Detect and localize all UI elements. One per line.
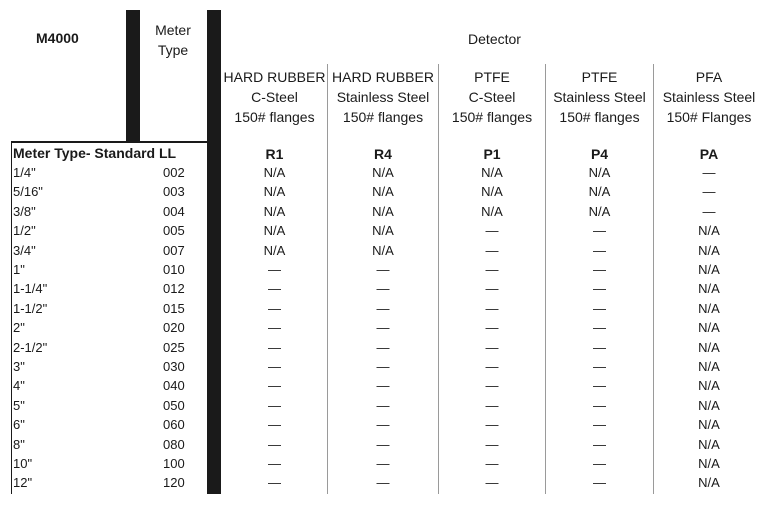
na-cell: N/A xyxy=(372,184,394,200)
dash-cell xyxy=(439,318,545,337)
na-cell: N/A xyxy=(698,475,720,491)
na-cell: N/A xyxy=(588,165,611,180)
meter-code: 005 xyxy=(163,223,185,239)
meter-code: 003 xyxy=(163,184,185,200)
detector-column-header xyxy=(546,67,653,127)
meter-type-header-line2: Type xyxy=(157,42,189,58)
dash-mark: — xyxy=(376,300,390,316)
na-cell: N/A xyxy=(481,184,503,200)
meter-size: 6" xyxy=(13,417,25,433)
dash-mark: — xyxy=(593,242,606,258)
dash-cell xyxy=(439,241,545,260)
dash-cell xyxy=(439,435,545,454)
dash-cell xyxy=(328,454,438,473)
meter-code: 080 xyxy=(163,436,185,452)
row-header-rule xyxy=(11,141,208,143)
dash-mark: — xyxy=(376,339,390,355)
left-border xyxy=(11,141,12,494)
dash-mark: — xyxy=(376,320,390,336)
dash-cell xyxy=(222,338,327,357)
na-cell: N/A xyxy=(372,203,394,219)
dash-mark: — xyxy=(593,359,606,374)
meter-size: 12" xyxy=(13,475,33,491)
meter-size: 5/16" xyxy=(13,184,43,200)
meter-size: 4" xyxy=(13,378,25,394)
dash-cell xyxy=(222,376,327,395)
dash-cell xyxy=(654,202,764,221)
column-header-line3: 150# flanges xyxy=(342,109,424,125)
meter-size: 10" xyxy=(13,456,33,471)
dash-cell xyxy=(222,260,327,279)
left-divider-bar xyxy=(126,10,140,142)
dash-mark: — xyxy=(593,223,606,239)
meter-code: 002 xyxy=(163,165,185,180)
dash-cell xyxy=(328,415,438,434)
dash-cell xyxy=(328,435,438,454)
dash-mark: — xyxy=(268,281,281,297)
dash-cell xyxy=(222,415,327,434)
meter-code: 004 xyxy=(163,203,185,219)
dash-cell xyxy=(546,376,653,395)
detector-code: P4 xyxy=(590,146,609,162)
dash-mark: — xyxy=(485,417,499,433)
dash-cell xyxy=(328,473,438,492)
dash-cell xyxy=(328,260,438,279)
dash-mark: — xyxy=(376,359,390,374)
dash-cell xyxy=(546,260,653,279)
dash-mark: — xyxy=(702,203,716,219)
na-cell: N/A xyxy=(698,242,720,258)
dash-cell xyxy=(222,473,327,492)
meter-code: 050 xyxy=(163,397,185,413)
column-header-line2: Stainless Steel xyxy=(553,89,646,105)
meter-code: 012 xyxy=(163,281,185,297)
na-cell: N/A xyxy=(481,203,503,219)
meter-code: 015 xyxy=(163,300,185,316)
dash-mark: — xyxy=(485,320,499,336)
row-header: Meter Type- Standard LL xyxy=(13,145,177,161)
na-cell: N/A xyxy=(372,242,394,258)
dash-mark: — xyxy=(702,184,716,200)
dash-cell xyxy=(546,299,653,318)
dash-cell xyxy=(222,396,327,415)
dash-mark: — xyxy=(268,475,281,491)
dash-cell xyxy=(328,299,438,318)
dash-cell xyxy=(222,454,327,473)
dash-cell xyxy=(439,473,545,492)
na-cell: N/A xyxy=(698,417,720,433)
dash-cell xyxy=(546,318,653,337)
detector-column-header xyxy=(328,67,438,127)
dash-mark: — xyxy=(485,339,499,355)
dash-mark: — xyxy=(268,436,281,452)
column-header-line1: PTFE xyxy=(474,69,510,85)
dash-mark: — xyxy=(376,417,390,433)
dash-cell xyxy=(439,415,545,434)
right-divider-bar xyxy=(207,10,221,494)
dash-mark: — xyxy=(485,242,499,258)
dash-cell xyxy=(546,338,653,357)
dash-mark: — xyxy=(593,475,606,491)
detector-column-header xyxy=(222,67,327,127)
column-header-line3: 150# flanges xyxy=(559,109,640,125)
na-cell: N/A xyxy=(481,165,503,180)
dash-cell xyxy=(328,279,438,298)
column-header-line1: HARD RUBBER xyxy=(223,69,326,85)
detector-column-header xyxy=(654,67,764,127)
meter-code: 010 xyxy=(163,262,185,277)
column-header-line2: C-Steel xyxy=(468,89,516,105)
dash-mark: — xyxy=(268,339,281,355)
dash-mark: — xyxy=(485,281,499,297)
na-cell: N/A xyxy=(698,339,720,355)
dash-mark: — xyxy=(593,436,606,452)
na-cell: N/A xyxy=(698,281,720,297)
dash-cell xyxy=(328,376,438,395)
meter-code: 020 xyxy=(163,320,185,336)
dash-cell xyxy=(439,454,545,473)
meter-size: 1-1/4" xyxy=(13,281,48,297)
column-header-line3: 150# flanges xyxy=(451,109,533,125)
na-cell: N/A xyxy=(698,378,720,394)
dash-mark: — xyxy=(376,456,390,471)
na-cell: N/A xyxy=(263,223,286,239)
dash-mark: — xyxy=(593,378,606,394)
dash-mark: — xyxy=(485,223,499,239)
meter-size: 2-1/2" xyxy=(13,339,48,355)
dash-cell xyxy=(439,376,545,395)
na-cell: N/A xyxy=(263,242,286,258)
dash-mark: — xyxy=(593,300,606,316)
na-cell: N/A xyxy=(698,300,720,316)
column-header-line1: PFA xyxy=(695,69,723,85)
dash-mark: — xyxy=(593,320,606,336)
column-header-line2: Stainless Steel xyxy=(662,89,756,105)
meter-size: 3/8" xyxy=(13,203,36,219)
dash-cell xyxy=(222,279,327,298)
dash-mark: — xyxy=(268,300,281,316)
detector-column-header xyxy=(439,67,545,127)
na-cell: N/A xyxy=(372,165,394,180)
dash-cell xyxy=(439,338,545,357)
meter-code: 120 xyxy=(163,475,185,491)
dash-mark: — xyxy=(268,320,281,336)
dash-mark: — xyxy=(485,378,499,394)
detector-code: R4 xyxy=(374,146,392,162)
dash-cell xyxy=(546,241,653,260)
meter-code: 060 xyxy=(163,417,185,433)
dash-cell xyxy=(328,396,438,415)
detector-header: Detector xyxy=(468,31,521,47)
meter-size: 8" xyxy=(13,436,25,452)
na-cell: N/A xyxy=(263,203,286,219)
column-header-line1: PTFE xyxy=(581,69,618,85)
dash-cell xyxy=(222,435,327,454)
meter-code: 100 xyxy=(163,456,185,471)
column-header-line2: C-Steel xyxy=(251,89,298,105)
dash-mark: — xyxy=(268,417,281,433)
dash-mark: — xyxy=(376,281,390,297)
dash-mark: — xyxy=(485,456,499,471)
dash-cell xyxy=(328,357,438,376)
dash-mark: — xyxy=(268,359,281,374)
table-title: M4000 xyxy=(36,30,79,46)
na-cell: N/A xyxy=(263,184,286,200)
dash-cell xyxy=(439,221,545,240)
dash-cell xyxy=(546,435,653,454)
meter-size: 2" xyxy=(13,320,25,336)
detector-code: P1 xyxy=(483,146,501,162)
column-header-line3: 150# flanges xyxy=(234,109,315,125)
dash-mark: — xyxy=(485,300,499,316)
column-header-line3: 150# Flanges xyxy=(666,109,752,125)
dash-cell xyxy=(439,279,545,298)
na-cell: N/A xyxy=(698,320,720,336)
dash-mark: — xyxy=(593,456,606,471)
meter-size: 1" xyxy=(13,262,25,277)
meter-size: 5" xyxy=(13,397,25,413)
dash-mark: — xyxy=(485,475,499,491)
dash-cell xyxy=(546,279,653,298)
dash-mark: — xyxy=(268,397,281,413)
meter-code: 040 xyxy=(163,378,185,394)
na-cell: N/A xyxy=(588,203,611,219)
dash-mark: — xyxy=(593,397,606,413)
na-cell: N/A xyxy=(263,165,286,180)
dash-mark: — xyxy=(485,262,499,277)
na-cell: N/A xyxy=(698,456,720,471)
dash-cell xyxy=(439,396,545,415)
na-cell: N/A xyxy=(698,262,720,277)
meter-code: 025 xyxy=(163,339,185,355)
dash-cell xyxy=(328,318,438,337)
na-cell: N/A xyxy=(698,223,720,239)
na-cell: N/A xyxy=(698,397,720,413)
dash-mark: — xyxy=(485,359,499,374)
meter-type-header xyxy=(140,20,206,60)
dash-cell xyxy=(439,357,545,376)
dash-mark: — xyxy=(593,339,606,355)
dash-cell xyxy=(546,396,653,415)
dash-mark: — xyxy=(376,397,390,413)
dash-mark: — xyxy=(376,436,390,452)
dash-mark: — xyxy=(593,281,606,297)
detector-code: R1 xyxy=(265,146,284,162)
na-cell: N/A xyxy=(372,223,394,239)
na-cell: N/A xyxy=(698,359,720,374)
meter-size: 1-1/2" xyxy=(13,300,48,316)
dash-cell xyxy=(546,415,653,434)
meter-type-header-line1: Meter xyxy=(155,22,191,38)
dash-cell xyxy=(654,182,764,201)
dash-mark: — xyxy=(268,378,281,394)
dash-cell xyxy=(439,260,545,279)
dash-mark: — xyxy=(376,262,390,277)
dash-mark: — xyxy=(268,456,281,471)
meter-size: 3/4" xyxy=(13,242,36,258)
dash-mark: — xyxy=(702,165,716,180)
column-header-line2: Stainless Steel xyxy=(336,89,430,105)
dash-cell xyxy=(546,454,653,473)
dash-cell xyxy=(222,318,327,337)
dash-cell xyxy=(328,338,438,357)
meter-code: 030 xyxy=(163,359,185,374)
dash-mark: — xyxy=(593,262,606,277)
dash-mark: — xyxy=(593,417,606,433)
dash-cell xyxy=(222,357,327,376)
na-cell: N/A xyxy=(698,436,720,452)
dash-mark: — xyxy=(376,475,390,491)
column-header-line1: HARD RUBBER xyxy=(332,69,434,85)
meter-code: 007 xyxy=(163,242,185,258)
dash-cell xyxy=(654,163,764,182)
dash-mark: — xyxy=(376,378,390,394)
dash-cell xyxy=(546,473,653,492)
dash-cell xyxy=(546,357,653,376)
dash-mark: — xyxy=(485,397,499,413)
dash-mark: — xyxy=(268,262,281,277)
dash-cell xyxy=(439,299,545,318)
dash-cell xyxy=(222,299,327,318)
dash-cell xyxy=(546,221,653,240)
na-cell: N/A xyxy=(588,184,611,200)
meter-size: 3" xyxy=(13,359,25,374)
meter-size: 1/2" xyxy=(13,223,36,239)
meter-size: 1/4" xyxy=(13,165,36,180)
dash-mark: — xyxy=(485,436,499,452)
detector-code: PA xyxy=(699,146,719,162)
